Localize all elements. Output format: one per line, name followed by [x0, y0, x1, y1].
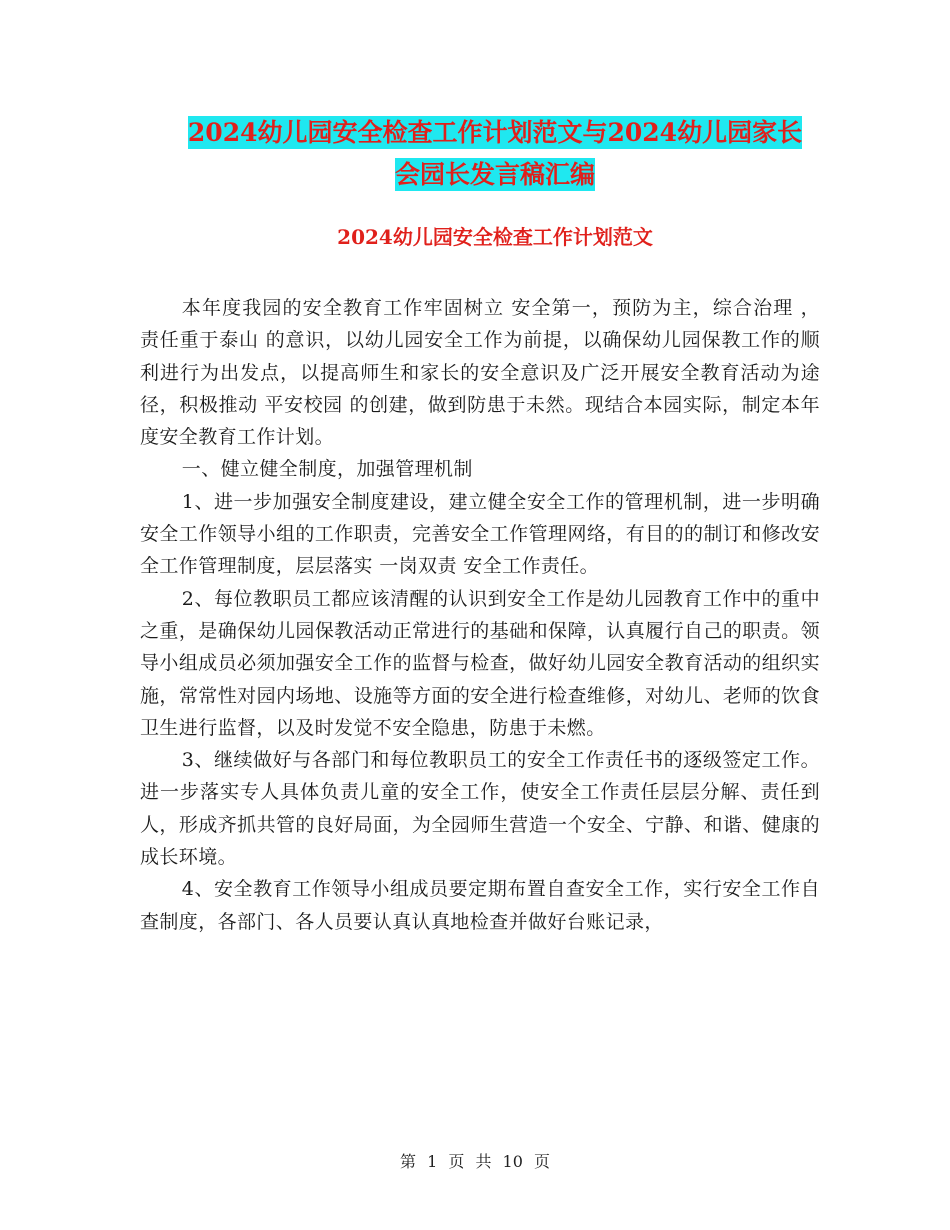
document-body	[140, 292, 820, 938]
paragraph-item-3: 3、继续做好与各部门和每位教职员工的安全工作责任书的逐级签定工作。进一步落实专人具体负责儿童的安全工作，使安全工作责任层层分解、责任到人，形成齐抓共管的良好局面，为全园师生营造一个安全、宁静、和谐、健康的成长环境。	[140, 749, 820, 869]
paragraph-item-1: 1、进一步加强安全制度建设，建立健全安全工作的管理机制，进一步明确安全工作领导小组的工作职责，完善安全工作管理网络，有目的的制订和修改安全工作管理制度，层层落实 一岗双责 安全工作责任。	[140, 490, 820, 578]
section-title: 2024幼儿园安全检查工作计划范文	[337, 225, 653, 249]
paragraph-item-4: 4、安全教育工作领导小组成员要定期布置自查安全工作，实行安全工作自查制度，各部门、各人员要认真认真地检查并做好台账记录，	[140, 878, 820, 933]
paragraph-item-2: 2、每位教职员工都应该清醒的认识到安全工作是幼儿园教育工作中的重中之重，是确保幼儿园保教活动正常进行的基础和保障，认真履行自己的职责。领导小组成员必须加强安全工作的监督与检查，做好幼儿园安全教育活动的组织实施，常常性对园内场地、设施等方面的安全进行检查维修，对幼儿、老师的饮食卫生进行监督，以及时发觉不安全隐患，防患于未燃。	[140, 587, 820, 739]
paragraph-intro: 本年度我园的安全教育工作牢固树立 安全第一，预防为主，综合治理 ， 责任重于泰山 的意识，以幼儿园安全工作为前提，以确保幼儿园保教工作的顺利进行为出发点，以提高师生和家长的安全意识及广泛开展安全教育活动为途径，积极推动 平安校园 的创建，做到防患于未然。现结合本园实际，制定本年度安全教育工作计划。	[140, 297, 820, 449]
document-title	[140, 112, 850, 196]
page-footer: 第 1 页 共 10 页	[400, 1152, 550, 1171]
title-line-1: 2024幼儿园安全检查工作计划范文与2024幼儿园家长	[187, 118, 803, 147]
title-line-2: 会园长发言稿汇编	[394, 160, 595, 189]
paragraph-heading-1: 一、健立健全制度，加强管理机制	[181, 458, 473, 481]
